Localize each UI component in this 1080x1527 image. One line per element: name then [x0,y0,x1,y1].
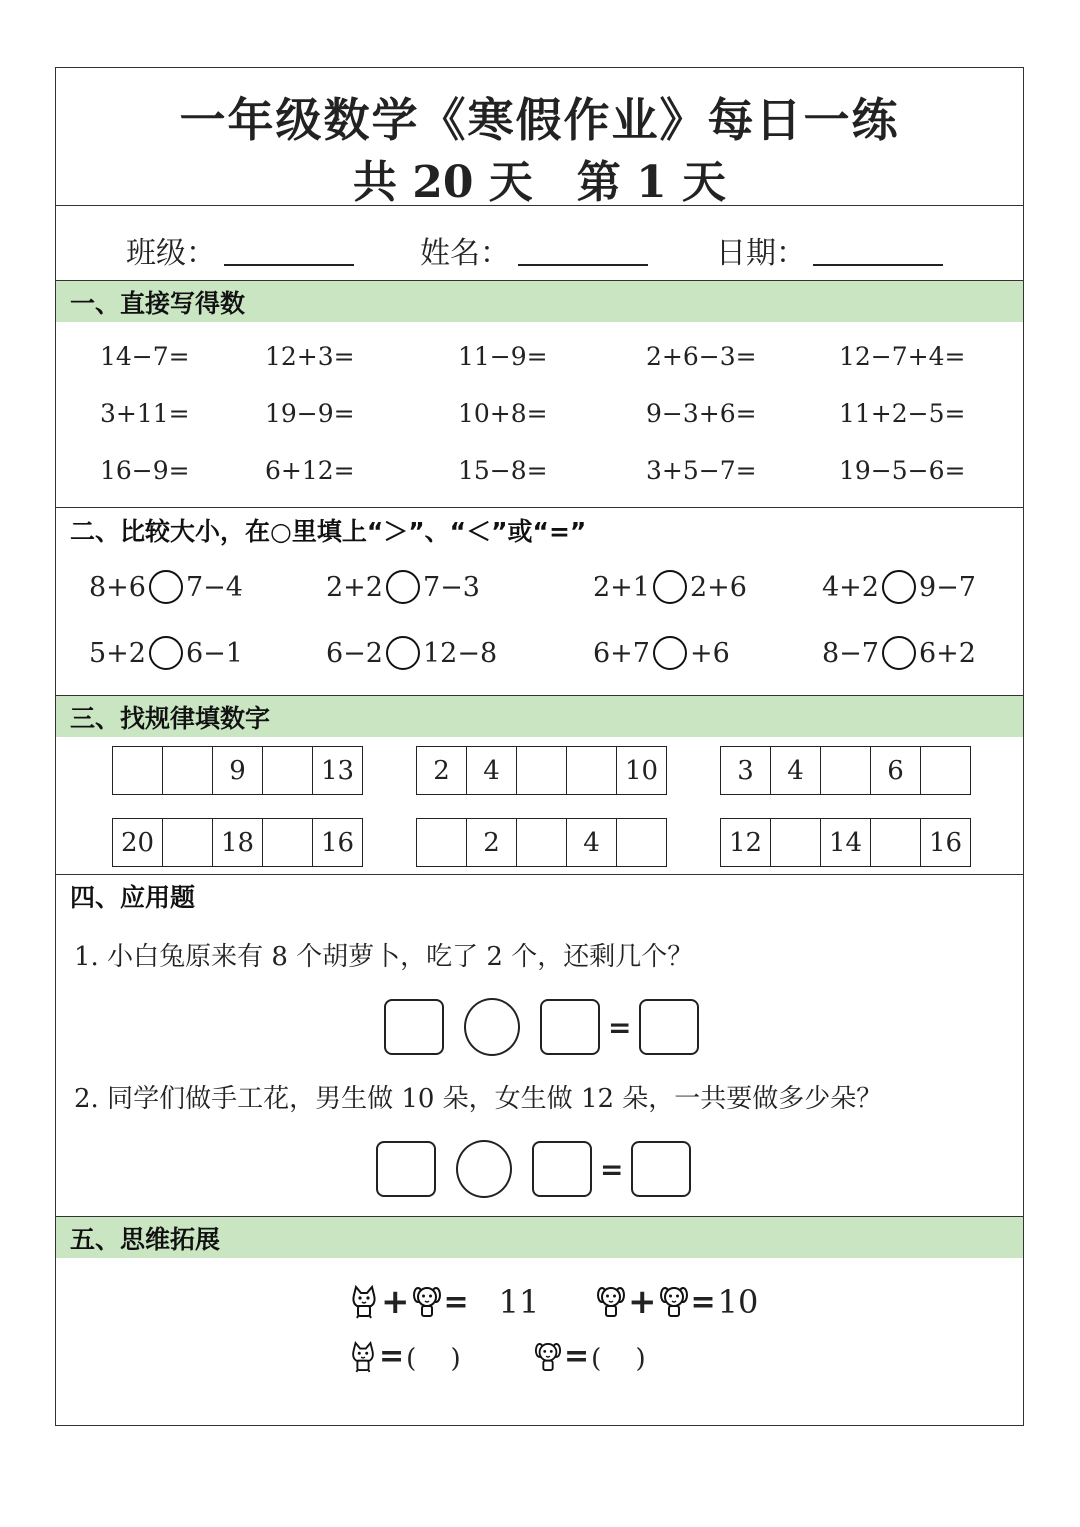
pattern-cell[interactable]: 2 [467,818,517,867]
compare-left: 8−7 [822,637,879,669]
calc-expression: 19−9= [265,399,355,428]
compare-right: 9−7 [918,571,976,603]
calc-expression: 3+5−7= [646,456,757,485]
compare-right: +6 [689,637,730,669]
pattern-row [720,818,971,867]
section-title: 一、直接写得数 [70,289,246,318]
calc-expression: 3+11= [100,399,190,428]
section-title: 四、应用题 [70,883,196,912]
pattern-cell[interactable]: 16 [313,818,363,867]
compare-right: 6−1 [185,637,243,669]
equals-sign: = [690,1284,716,1320]
answer-box[interactable] [532,1141,592,1197]
pattern-row [112,746,363,795]
pattern-cell[interactable]: 18 [213,818,263,867]
calc-expression: 6+12= [265,456,355,485]
compare-right: 7−3 [422,571,480,603]
answer-blank[interactable]: ( ) [591,1344,646,1374]
compare-left: 8+6 [89,571,146,603]
compare-right: 2+6 [689,571,747,603]
puzzle-equation-2 [596,1282,758,1322]
name-label: 姓名： [420,236,510,271]
date-label: 日期： [716,236,806,271]
puzzle-answer-2 [534,1338,646,1375]
worksheet-subtitle: 共 20 天 第 1 天 [352,157,727,208]
pattern-row [720,746,971,795]
class-field[interactable] [224,264,354,266]
pattern-cell[interactable]: 20 [113,818,163,867]
calc-expression: 11+2−5= [839,399,966,428]
worksheet [55,67,1024,1426]
pattern-cell[interactable] [517,818,567,867]
section-header [56,281,1023,322]
compare-right: 7−4 [185,571,243,603]
compare-item [822,570,976,604]
compare-circle[interactable] [882,636,916,670]
pattern-cell[interactable] [417,818,467,867]
compare-left: 6−2 [326,637,383,669]
pattern-cell[interactable]: 2 [417,746,467,795]
compare-item [593,570,747,604]
pattern-cell[interactable] [113,746,163,795]
compare-circle[interactable] [149,570,183,604]
section-header [56,696,1023,737]
answer-equation-2 [376,1140,691,1198]
pattern-cell[interactable]: 4 [467,746,517,795]
calc-expression: 12−7+4= [839,342,966,371]
compare-left: 4+2 [822,571,879,603]
pattern-cell[interactable] [567,746,617,795]
pattern-cell[interactable]: 3 [721,746,771,795]
pattern-row [112,818,363,867]
compare-item [326,570,480,604]
calc-expression: 16−9= [100,456,190,485]
class-label: 班级： [126,236,216,271]
compare-circle[interactable] [653,570,687,604]
compare-left: 6+7 [593,637,650,669]
pattern-cell[interactable] [871,818,921,867]
pattern-cell[interactable] [163,818,213,867]
operator-circle[interactable] [456,1140,512,1198]
dog-icon [412,1285,442,1319]
pattern-cell[interactable]: 13 [313,746,363,795]
compare-left: 5+2 [89,637,146,669]
compare-item [89,570,243,604]
date-field[interactable] [813,264,943,266]
compare-circle[interactable] [149,636,183,670]
puzzle-equation-1 [349,1282,539,1322]
cat-icon [349,1285,379,1319]
pattern-cell[interactable]: 12 [721,818,771,867]
compare-circle[interactable] [386,636,420,670]
pattern-cell[interactable]: 10 [617,746,667,795]
pattern-cell[interactable] [921,746,971,795]
puzzle-value-1: 11 [498,1283,540,1321]
pattern-cell[interactable]: 4 [771,746,821,795]
equals-sign: = [600,1152,624,1186]
answer-box[interactable] [384,999,444,1055]
word-problem-2: 2. 同学们做手工花，男生做 10 朵，女生做 12 朵，一共要做多少朵？ [74,1084,883,1114]
calc-expression: 10+8= [458,399,548,428]
pattern-cell[interactable]: 6 [871,746,921,795]
plus-sign: + [381,1282,410,1322]
pattern-row [416,746,667,795]
calc-expression: 2+6−3= [646,342,757,371]
compare-circle[interactable] [386,570,420,604]
worksheet-title: 一年级数学《寒假作业》每日一练 [179,93,900,147]
equals-sign: = [443,1284,469,1320]
answer-equation-1 [384,998,699,1056]
calc-expression: 14−7= [100,342,190,371]
pattern-cell[interactable] [263,746,313,795]
divider [56,205,1023,206]
compare-item [822,636,976,670]
calc-expression: 19−5−6= [839,456,966,485]
puzzle-answer-1 [349,1338,461,1375]
pattern-cell[interactable]: 14 [821,818,871,867]
compare-item [593,636,730,670]
calc-expression: 12+3= [265,342,355,371]
equals-sign: = [379,1339,405,1374]
equals-sign: = [564,1339,590,1374]
cat-icon [349,1341,377,1373]
pattern-cell[interactable] [517,746,567,795]
pattern-cell[interactable] [821,746,871,795]
name-field[interactable] [518,264,648,266]
pattern-cell[interactable] [163,746,213,795]
equals-sign: = [608,1010,632,1044]
compare-item [89,636,243,670]
pattern-cell[interactable]: 16 [921,818,971,867]
compare-circle[interactable] [653,636,687,670]
calc-expression: 9−3+6= [646,399,757,428]
dog-icon [596,1285,626,1319]
divider [56,507,1023,508]
compare-right: 6+2 [918,637,976,669]
section-header [56,1217,1023,1258]
calc-expression: 11−9= [458,342,548,371]
pattern-cell[interactable]: 9 [213,746,263,795]
compare-circle[interactable] [882,570,916,604]
compare-left: 2+2 [326,571,383,603]
word-problem-1: 1. 小白兔原来有 8 个胡萝卜，吃了 2 个，还剩几个？ [74,942,694,972]
section-title: 三、找规律填数字 [70,704,271,733]
dog-icon [659,1285,689,1319]
compare-right: 12−8 [422,637,498,669]
pattern-cell[interactable] [771,818,821,867]
answer-box[interactable] [631,1141,691,1197]
calc-expression: 15−8= [458,456,548,485]
answer-blank[interactable]: ( ) [406,1344,461,1374]
pattern-cell[interactable] [617,818,667,867]
divider [56,874,1023,875]
dog-icon [534,1341,562,1373]
answer-box[interactable] [639,999,699,1055]
operator-circle[interactable] [464,998,520,1056]
section-title: 五、思维拓展 [70,1225,221,1254]
compare-left: 2+1 [593,571,650,603]
pattern-row [416,818,667,867]
puzzle-value-2: 10 [717,1283,759,1321]
section-title: 二、比较大小，在○里填上“＞”、“＜”或“=” [70,517,587,546]
answer-box[interactable] [540,999,600,1055]
compare-item [326,636,497,670]
pattern-cell[interactable]: 4 [567,818,617,867]
plus-sign: + [628,1282,657,1322]
answer-box[interactable] [376,1141,436,1197]
pattern-cell[interactable] [263,818,313,867]
